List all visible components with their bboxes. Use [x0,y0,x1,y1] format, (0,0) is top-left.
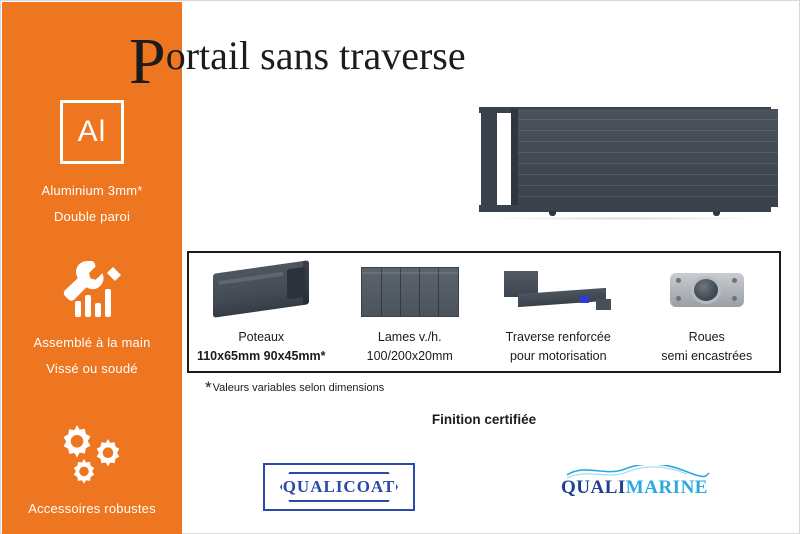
component-sub: semi encastrées [661,349,753,363]
slats-icon [336,261,485,323]
product-gate-image [471,101,771,223]
qualimarine-text-quali: QUALI [561,477,626,498]
sidebar-block-accessories [2,420,182,522]
wheel-icon [633,261,782,323]
components-grid [187,253,781,373]
page-title [129,25,466,98]
certification-title: Finition certifiée [431,412,537,427]
gate-post [481,109,497,207]
gate-rail-bottom [479,205,771,212]
qualicoat-logo-text: QUALICOAT [282,477,396,496]
reinforced-crossbar-icon [484,261,633,323]
qualimarine-wave-icon [565,465,711,479]
component-traverse [484,253,633,373]
qualimarine-logo [561,471,711,505]
component-poteaux [187,253,336,373]
gate-shadow [485,217,765,220]
aluminium-badge-icon [60,100,124,164]
sidebar-assembly-line-2: Vissé ou soudé [46,361,138,376]
gate-wheel [549,211,556,216]
sidebar-block-assembly [2,254,182,382]
page-title-initial: P [129,25,166,98]
gate-wheel [713,211,720,216]
component-sub: 110x65mm 90x45mm* [196,349,326,363]
component-lames [336,253,485,373]
sidebar-assembly-line-1: Assemblé à la main [33,335,151,350]
qualimarine-text-marine: MARINE [625,477,708,498]
component-sub: 100/200x20mm [366,349,453,363]
gate-panel [511,109,778,207]
footnote [205,378,385,397]
component-label: Lames v./h. [377,330,442,344]
component-roues [633,253,782,373]
gears-icon [2,420,182,488]
post-profile-icon [187,261,336,323]
component-label: Traverse renforcée [505,330,611,344]
page-title-rest: ortail sans traverse [165,33,466,78]
component-label: Roues [688,330,725,344]
component-label: Poteaux [238,330,285,344]
footnote-text: Valeurs variables selon dimensions [212,382,385,394]
sidebar-aluminium-line-1: Aluminium 3mm* [41,183,143,198]
aluminium-badge-label: Al [77,115,107,148]
qualicoat-logo [263,463,415,511]
component-sub: pour motorisation [509,349,607,363]
qualimarine-logo-text [561,477,708,499]
tools-icon [2,254,182,322]
sidebar-accessories-line-1: Accessoires robustes [28,501,156,516]
sidebar-block-aluminium [2,100,182,230]
footnote-star: * [205,378,212,397]
sidebar-aluminium-line-2: Double paroi [53,209,131,224]
